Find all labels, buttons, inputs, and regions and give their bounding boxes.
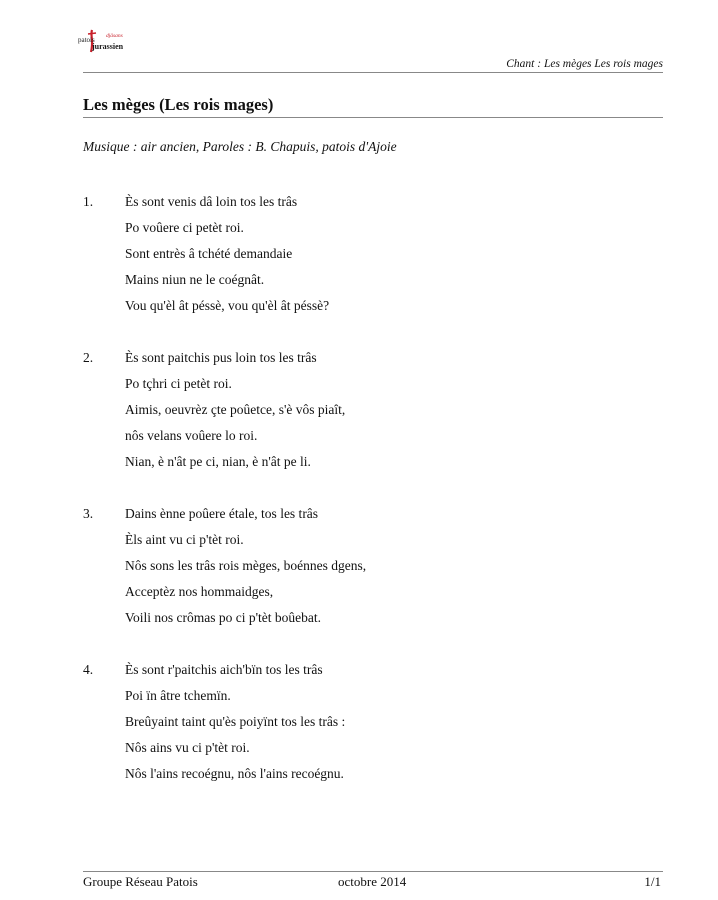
lyric-line: Nôs sons les trâs rois mèges, boénnes dgens, — [125, 558, 367, 573]
verse-1 — [83, 189, 663, 319]
verse-lines — [125, 345, 663, 475]
verse-lines — [125, 657, 663, 787]
lyric-line: Ès sont r'paitchis aich'bïn tos les trâs — [125, 662, 323, 677]
verse-number: 1. — [83, 194, 94, 209]
lyric-line: Nôs l'ains recoégnu, nôs l'ains recoégnu. — [125, 766, 344, 781]
verse-lines — [125, 501, 663, 631]
header-divider — [83, 72, 663, 73]
verse-2 — [83, 345, 663, 475]
footer-divider — [83, 871, 663, 872]
lyric-line: Po tçhri ci petèt roi. — [125, 376, 232, 391]
title-divider — [83, 117, 663, 118]
lyric-line: Vou qu'èl ât péssè, vou qu'èl ât péssè? — [125, 298, 330, 313]
footer-date: octobre 2014 — [338, 874, 407, 889]
svg-text:patois: patois — [78, 36, 95, 44]
lyric-line: Acceptèz nos hommaidges, — [125, 584, 274, 599]
lyric-line: Ès sont venis dâ loin tos les trâs — [125, 194, 298, 209]
lyric-line: Nian, è n'ât pe ci, nian, è n'ât pe li. — [125, 454, 311, 469]
lyrics-body — [83, 189, 663, 813]
lyric-line: Nôs ains vu ci p'tèt roi. — [125, 740, 250, 755]
lyric-line: Ès sont paitchis pus loin tos les trâs — [125, 350, 317, 365]
lyric-line: nôs velans voûere lo roi. — [125, 428, 258, 443]
lyric-line: Poi ïn âtre tchemïn. — [125, 688, 231, 703]
verse-number: 3. — [83, 506, 94, 521]
patois-jurassien-logo — [78, 28, 140, 54]
verse-number: 4. — [83, 662, 94, 677]
verse-4 — [83, 657, 663, 787]
logo-graphic — [78, 28, 140, 54]
page-footer — [83, 874, 663, 892]
lyric-line: Sont entrès â tchété demandaie — [125, 246, 293, 261]
lyric-line: Voili nos crômas po ci p'tèt boûebat. — [125, 610, 322, 625]
lyric-line: Aimis, oeuvrèz çte poûetce, s'è vôs piaît, — [125, 402, 346, 417]
verse-number: 2. — [83, 350, 94, 365]
svg-text:djâsans: djâsans — [106, 33, 123, 39]
verse-lines — [125, 189, 663, 319]
lyric-line: Po voûere ci petèt roi. — [125, 220, 244, 235]
lyric-line: Breûyaint taint qu'ès poiyïnt tos les trâs : — [125, 714, 346, 729]
footer-organization: Groupe Réseau Patois — [83, 874, 198, 889]
page-title: Les mèges (Les rois mages) — [83, 95, 274, 114]
lyric-line: Dains ènne poûere étale, tos les trâs — [125, 506, 319, 521]
svg-text:jurassien: jurassien — [92, 42, 124, 51]
verse-3 — [83, 501, 663, 631]
running-header-title: Chant : Les mèges Les rois mages — [506, 58, 663, 70]
lyric-line: Èls aint vu ci p'tèt roi. — [125, 532, 244, 547]
song-credits: Musique : air ancien, Paroles : B. Chapuis, patois d'Ajoie — [83, 139, 397, 154]
lyric-line: Mains niun ne le coégnât. — [125, 272, 265, 287]
footer-page-number: 1/1 — [644, 874, 661, 889]
